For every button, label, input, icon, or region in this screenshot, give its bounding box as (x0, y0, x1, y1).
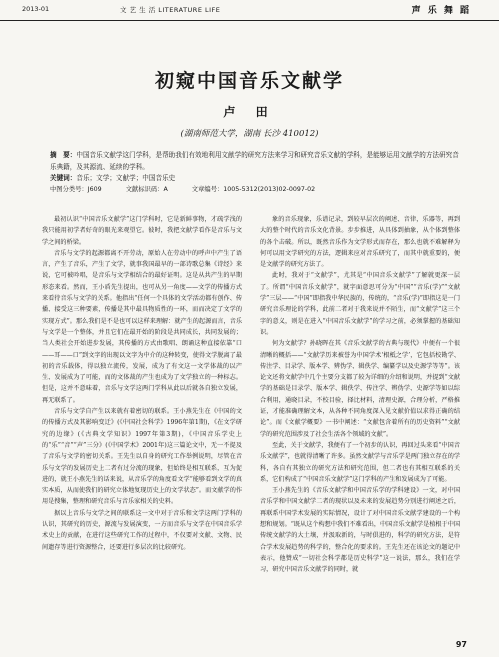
author-name: 卢 田 (223, 105, 276, 119)
abstract-text: 中国音乐文献学这门学科，是帮助我们有效地利用文献学的研究方法来学习和研究音乐文献的学科，是能够运用文献学的方法研究音乐典籍，及其源流、延续的学科。 (50, 151, 459, 171)
paragraph: 象的音乐现象，乐谱记录，到较早层次的阐述、音律，乐器等，再到大的整个时代的音乐文化背景。步步推进，从具体到抽象，从个体到整体的各个击破。所以，既然音乐作为文学形式而存在，那么也就不难解释为何可以用文学研究的方法，逻辑来应对音乐研究了，而其中就重要的，便是文献学的研究方法了。 (260, 216, 460, 269)
paragraph: 音乐与文学自产生以来就有着密切的联系。王小燕先生在《中国的文的传播方式及其影响变迁》(《中国社会科学》1996年第1期)，《在文学研究的边缘》(《古典文学知识》1997年第3期)，《中国音乐学史上的“乐”“音”“声”三分》(《中国学术》2001年)这三篇论文中，无一不提及了音乐与文学的密切关系。王先生以自身的研究工作举例说明，尽管在音乐与文学的发展历史上二者有过分流的现象，但始终是相互联系，互为促进的，就王小燕先生的话来说，从音乐学的角度看文学“能够看到文学的真实本质，从而使我们的研究立体地复现历史上的文学状态”。而文献学的作用是搜集，整理和研究音乐与音乐家相关的史料。 (42, 408, 242, 506)
page-number: 97 (455, 640, 467, 649)
document-code: 文献标识码：A (125, 186, 168, 193)
issue-date: 2013-01 (22, 5, 50, 13)
body-column-left (42, 214, 242, 553)
article-title: 初窥中国音乐文献学 (154, 70, 344, 92)
clc-number: 中图分类号：J609 (50, 186, 102, 193)
article-number: 文章编号：1005-5312(2013)02-0097-02 (191, 186, 316, 193)
body-column-right (260, 214, 460, 576)
keywords-text: 音乐；文学；文献学；中国音乐史 (76, 174, 176, 182)
paragraph: 音乐与文学的起源都离不开劳动，原始人在劳动中的呼声中产生了语言，产生了音乐，产生了文学，就事我国最早的一部诗歌总集《诗经》来说，它可被吟唱，是音乐与文学相结合的最好证明。这是从共产生的早期形态来看。然而，王小盾先生提出，也可从另一角度——文学的传播方式来看待音乐与文学的关系。他指出“任何一个具体的文学活动都有创作、传播、接受这三种要素，传播是其中最具物质性的一环，而而决定了文学的实现方式”。那么我们是不是也可以这样来理解：就产生的起源而言，音乐与文学是一个整体，并且它们在最开始的阶段是共同成长，共同发展的；当人类社会开始进步发展，其传播的方式由歌唱、朗诵这种直接依靠“口——耳——口”到文字的出现以文字为中介的这种转变，使得文学脱离了最初的音乐载体，得以独立流传，发展，成为了有文这一文学体裁的以产生、发展成为了可能，而的文体裁的产生也成为了文学独立的一种标志。但是，这并不意味着，音乐与文学这两门学科从此以后就各自独立发展，再无联系了。 (42, 249, 242, 404)
abstract-label: 摘 要： (50, 151, 77, 159)
paragraph: 据以上音乐与文学之间的联系这一文中对于音乐和文学这两门学科的认识，其研究的历史，源流与发展演变，一方而音乐与文学在中国音乐学术史上的贡献，在进行这些研究工作的过程中，不仅要对文献、文物、民间遗存等进行资源整合，还要进行多层次的比较研究。 (42, 509, 242, 551)
section-name: 声 乐 舞 蹈 (411, 6, 471, 16)
keywords-label: 关键词： (50, 174, 77, 182)
journal-name: 文 艺 生 活 LITERATURE LIFE (120, 6, 221, 14)
paragraph: 王小燕先生的《音乐文献学和中国音乐学的学科建设》一文，对中国音乐学和中国文献学二者的现状以及未来的发展趋势分别进行阐述之后，再联系中国学术发展的实际情况，设计了对中国音乐文献学建设的一个构想和规划。“既从这个构想中我们不难看出，中国音乐文献学是植根于中国传统文献学的大土壤，并汲取新的，与时俱进的，科学的研究方法，是符合学术发展趋势的科学的，整合化的要求的。王先生还在该论文的题记中表示，他赞成“一切社会科学都是历史科学”这一说法，那么，我们在学习，研究中国音乐文献学的同时，就 (260, 487, 460, 574)
running-header (0, 0, 499, 21)
abstract-block (50, 150, 460, 185)
paragraph: 此时，我对于“文献学”，尤其是“中国音乐文献学”了解就更深一层了。所谓“中国音乐文献学”，就字面意思可分为“中国”“音乐(学)”“文献学”三层——“中国”即指我中华民族的，传统的，“音乐(学)”即指这是一门研究音乐理论的学科，此前二者对于我来说并不陌生，而“文献学”这三个字的意义，则是在进入“中国音乐文献学”的学习之前，必须掌握的基础知识。 (260, 272, 460, 336)
classification-line (50, 184, 337, 193)
paragraph: 何为文献学？孙晓晖在其《音乐文献学的古典与现代》中便有一个很清晰的概括——“文献学历来被誉为中国学术‘根柢之学’，它包括校勘学、传注学、目录学、版本学、辨伪学、辑佚学、编纂学以及史源学等等”。该论文还将文献学中几个主要分支都了较为详细的介绍和说明，并提到“文献学的基础是目录学、版本学、辑佚学、传注学、辨伪学、史源学等如以综合利用，通晓目录，不校目验，择比材料，清理史源，合理分析，严格推证，才能准确理解文本，从各种不同角度深入见文献价值以求得正确的结论”。而《文献学概要》一书中阐述：“文献包含着所有的历史资料”“文献学的研究范围涉及了社会生活各个领域的文献”。 (260, 340, 460, 438)
paragraph: 至此，关于文献学，我便有了一个初步的认识，再回过头来看“中国音乐文献学”，也就得清晰了许多。虽然文献学与音乐学是两门独立存在的学科，各自有其独立的研究方法和研究范围，但二者也有其相互联系的关系，它们构成了“中国音乐文献学”这门学科的产生和发展成为了可能。 (260, 441, 460, 483)
author-affiliation: (湖南师范大学，湖南 长沙 410012) (180, 129, 319, 139)
paragraph: 最初认识“中国音乐文献学”这门学科时，它是新鲜事物，才疏学浅的我只能用初学者好奇的眼光来观望它。彼时，我把文献学看作是音乐与文学之间的桥梁。 (42, 216, 242, 246)
